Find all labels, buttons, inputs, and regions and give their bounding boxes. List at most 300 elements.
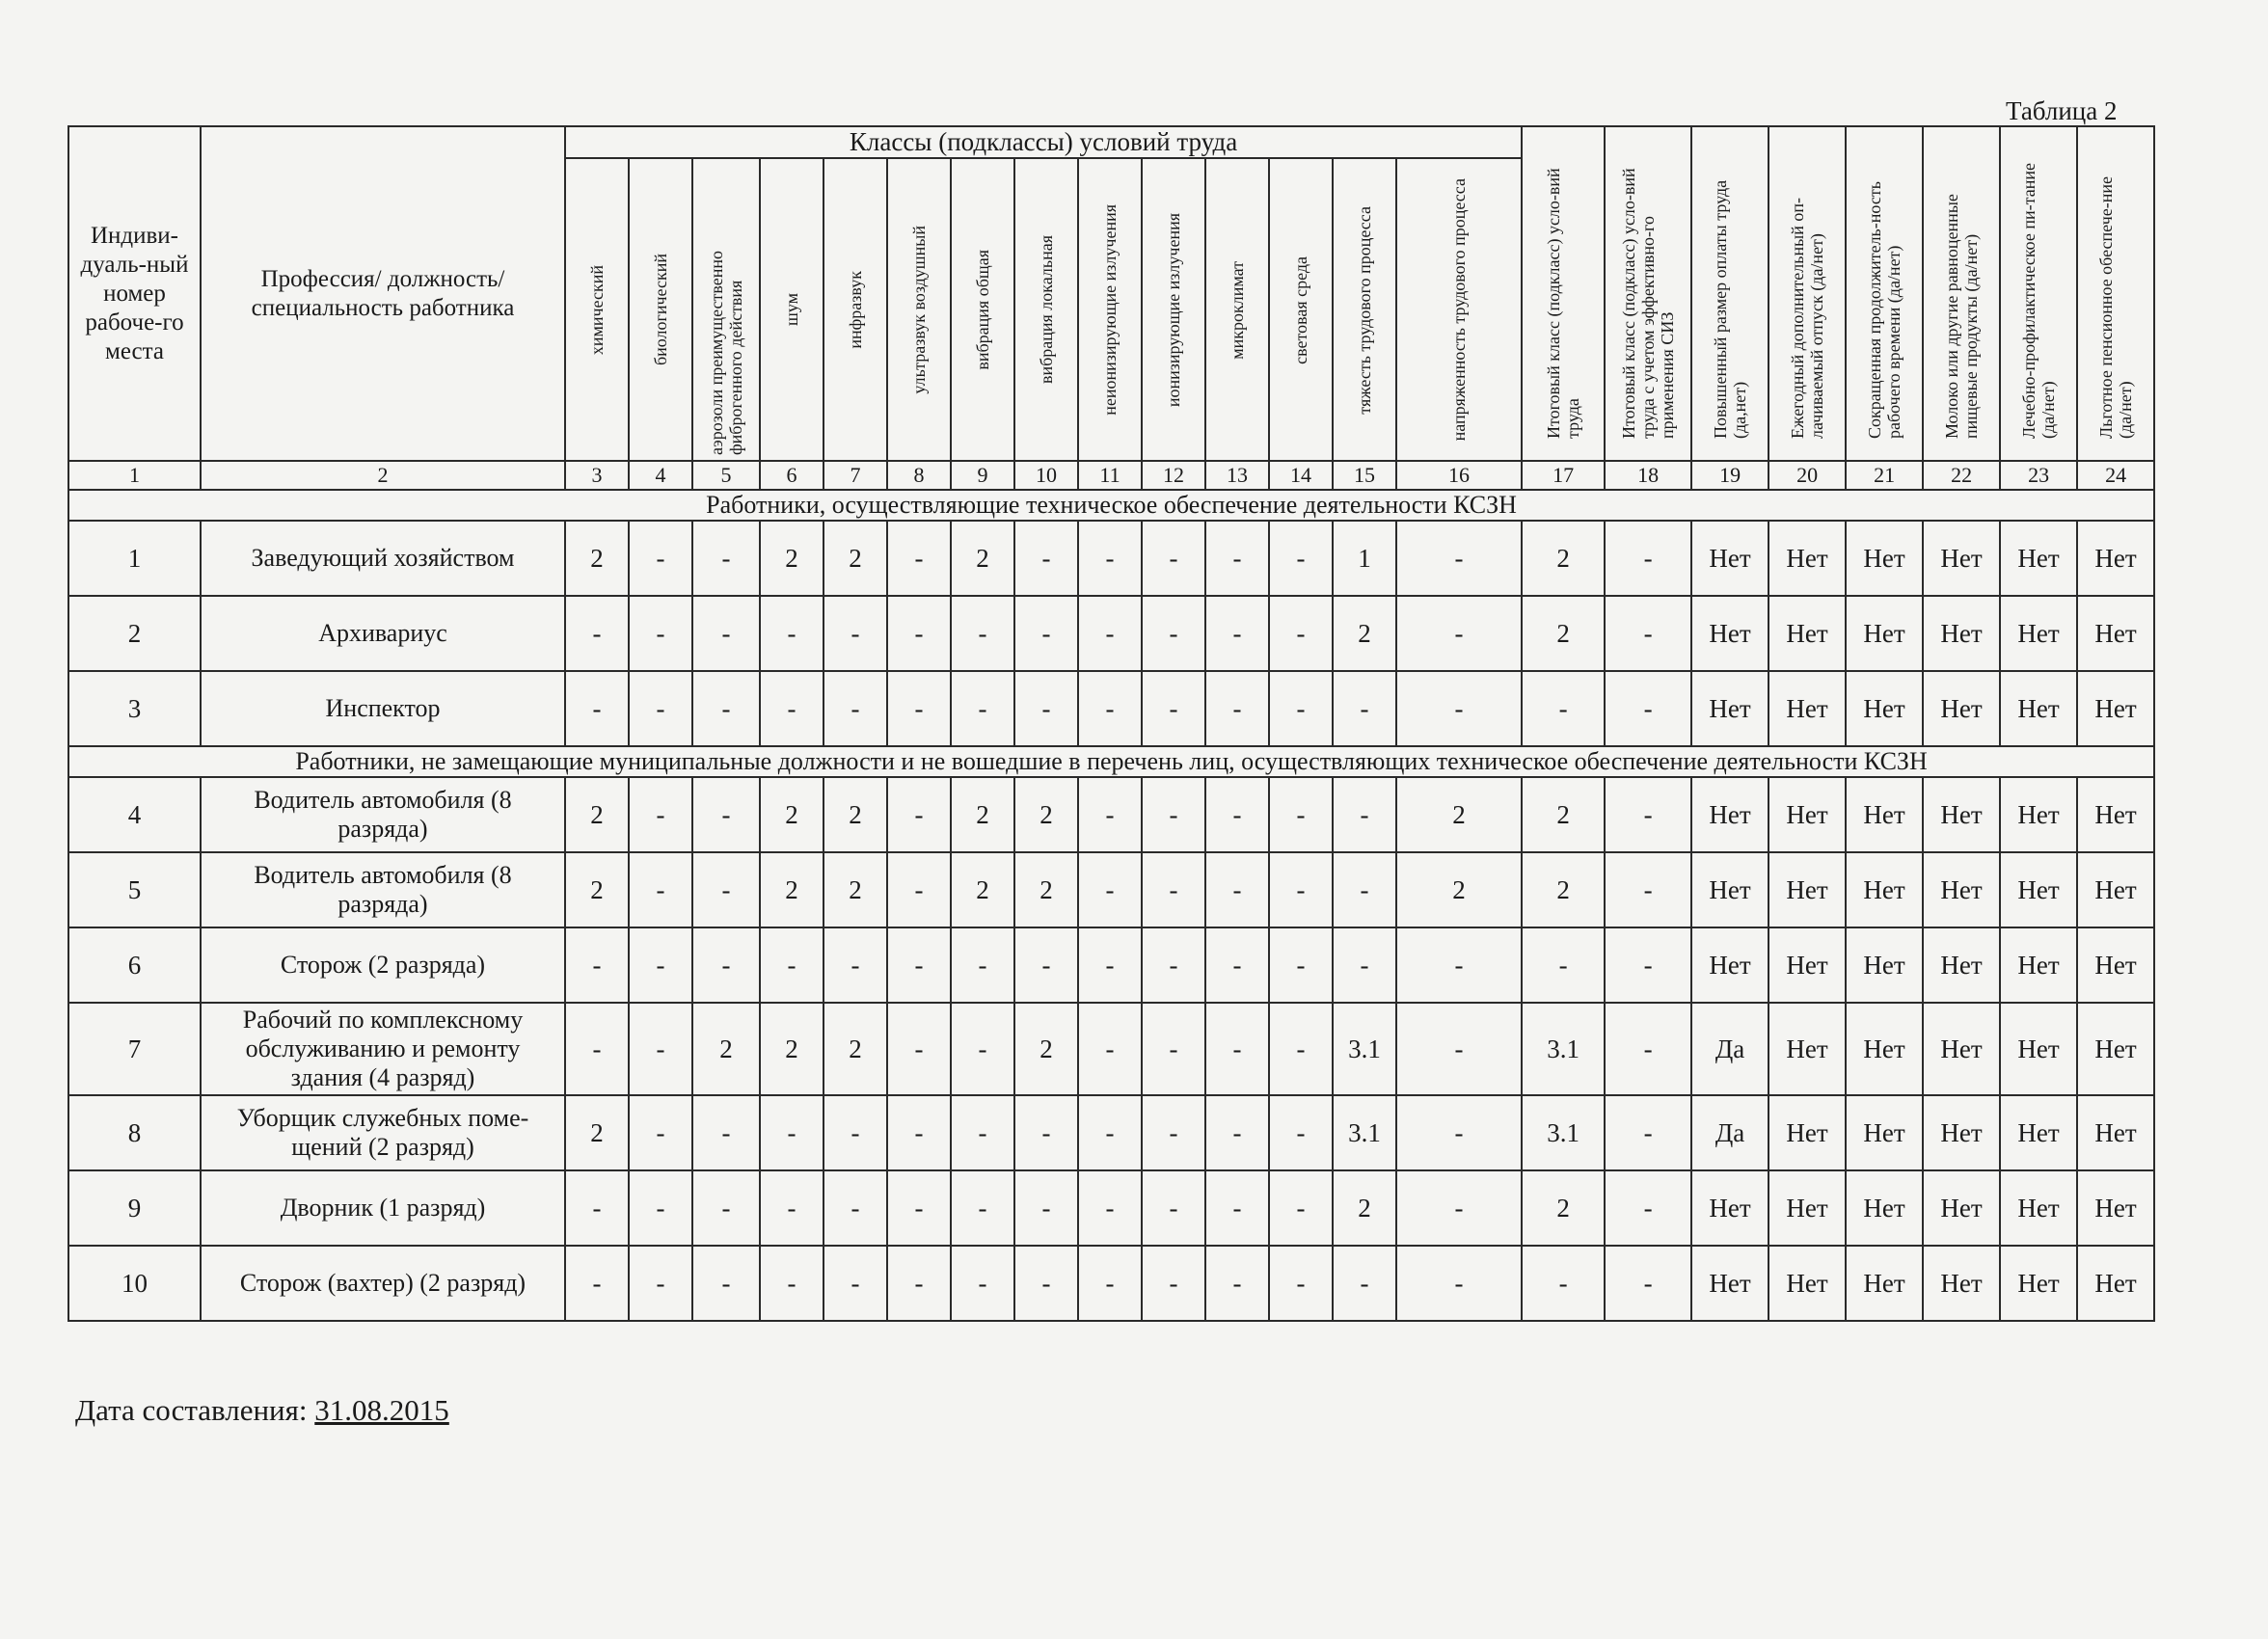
table-row [68,927,2154,1003]
column-number: 3 [565,461,629,490]
workplace-number: 4 [68,777,201,852]
table-row [68,1095,2154,1170]
value-cell: - [1269,521,1333,596]
table-row [68,521,2154,596]
value-cell: - [1205,777,1269,852]
column-number: 23 [2000,461,2077,490]
value-cell: Нет [1768,596,1846,671]
workplace-number: 5 [68,852,201,927]
value-cell: Да [1691,1095,1768,1170]
table-row [68,671,2154,746]
value-cell: - [1205,596,1269,671]
value-cell: - [565,927,629,1003]
table-row [68,852,2154,927]
value-cell: - [1014,521,1078,596]
value-cell: Нет [1691,521,1768,596]
value-cell: - [1078,927,1142,1003]
value-cell: Нет [2077,927,2154,1003]
table-row [68,1003,2154,1095]
header-factor: вибрация локальная [1014,158,1078,461]
value-cell: Нет [1846,1170,1923,1246]
value-cell: 3.1 [1333,1095,1396,1170]
value-cell: - [1269,1170,1333,1246]
value-cell: - [1522,671,1605,746]
value-cell: - [824,596,887,671]
value-cell: - [1396,596,1522,671]
value-cell: - [760,1095,824,1170]
value-cell: 3.1 [1333,1003,1396,1095]
footer [75,1393,449,1428]
value-cell: Нет [2077,852,2154,927]
header-factor: химический [565,158,629,461]
value-cell: - [1205,521,1269,596]
value-cell: Нет [1691,777,1768,852]
value-cell: Нет [1691,596,1768,671]
value-cell: - [1396,1246,1522,1321]
profession-cell: Уборщик служебных поме-щений (2 разряд) [201,1095,565,1170]
value-cell: 2 [1014,1003,1078,1095]
value-cell: - [951,596,1014,671]
value-cell: - [760,1246,824,1321]
value-cell: 2 [1522,852,1605,927]
value-cell: 2 [951,852,1014,927]
value-cell: - [692,927,760,1003]
value-cell: Нет [2077,1246,2154,1321]
table-row [68,596,2154,671]
value-cell: 2 [1333,1170,1396,1246]
header-final-class-siz: Итоговый класс (подкласс) усло-вий труда с учетом эффективно-го применения СИЗ [1605,126,1691,461]
value-cell: - [1605,521,1691,596]
value-cell: - [1269,1246,1333,1321]
value-cell: Нет [2000,596,2077,671]
value-cell: - [887,596,951,671]
section-title: Работники, осуществляющие техническое обеспечение деятельности КСЗН [68,490,2154,521]
value-cell: 2 [760,521,824,596]
value-cell: - [887,521,951,596]
value-cell: - [629,777,692,852]
profession-cell: Сторож (вахтер) (2 разряд) [201,1246,565,1321]
value-cell: Нет [1691,671,1768,746]
value-cell: - [824,1095,887,1170]
value-cell: - [1605,852,1691,927]
column-number: 7 [824,461,887,490]
workplace-number: 8 [68,1095,201,1170]
workplace-number: 2 [68,596,201,671]
working-conditions-table [68,125,2155,1322]
value-cell: - [565,1246,629,1321]
value-cell: - [887,1170,951,1246]
column-number: 1 [68,461,201,490]
value-cell: 2 [951,521,1014,596]
value-cell: 2 [824,521,887,596]
value-cell: - [629,927,692,1003]
value-cell: - [887,927,951,1003]
value-cell: - [1333,1246,1396,1321]
value-cell: - [951,1095,1014,1170]
value-cell: 2 [1522,777,1605,852]
header-factor: неионизирующие излучения [1078,158,1142,461]
value-cell: - [1014,1170,1078,1246]
footer-label: Дата составления: [75,1393,308,1427]
value-cell: - [1333,852,1396,927]
header-factor: аэрозоли преимущественно фиброгенного действия [692,158,760,461]
value-cell: - [565,596,629,671]
value-cell: - [951,1246,1014,1321]
value-cell: Нет [1846,671,1923,746]
table-label: Таблица 2 [2006,96,2118,125]
value-cell: - [692,777,760,852]
value-cell: - [692,1246,760,1321]
value-cell: - [1078,852,1142,927]
column-number: 16 [1396,461,1522,490]
value-cell: 3.1 [1522,1095,1605,1170]
value-cell: - [692,671,760,746]
value-cell: - [1396,1095,1522,1170]
value-cell: Нет [1846,1095,1923,1170]
value-cell: Нет [1923,1246,2000,1321]
value-cell: 2 [1522,1170,1605,1246]
value-cell: Нет [1846,1246,1923,1321]
value-cell: - [1142,596,1205,671]
value-cell: - [1269,671,1333,746]
value-cell: Нет [2077,671,2154,746]
value-cell: Нет [1923,1095,2000,1170]
header-factor: световая среда [1269,158,1333,461]
value-cell: 2 [1014,777,1078,852]
value-cell: 2 [824,1003,887,1095]
column-number: 6 [760,461,824,490]
footer-date: 31.08.2015 [314,1393,449,1427]
value-cell: - [951,671,1014,746]
header-extra-pension: Льготное пенсионное обеспече-ние (да/нет) [2077,126,2154,461]
value-cell: - [629,1095,692,1170]
value-cell: - [887,1246,951,1321]
value-cell: - [760,671,824,746]
section-title: Работники, не замещающие муниципальные должности и не вошедшие в перечень лиц, осуществляющих техническое обеспечение деятельности КСЗН [68,746,2154,777]
value-cell: Нет [1846,1003,1923,1095]
value-cell: Нет [2077,521,2154,596]
value-cell: - [1078,1170,1142,1246]
table-row [68,1246,2154,1321]
value-cell: - [629,1003,692,1095]
header-extra-milk: Молоко или другие равноценные пищевые продукты (да/нет) [1923,126,2000,461]
value-cell: - [951,1003,1014,1095]
header-extra-short-time: Сокращенная продолжитель-ность рабочего времени (да/нет) [1846,126,1923,461]
value-cell: Да [1691,1003,1768,1095]
column-number: 18 [1605,461,1691,490]
value-cell: 3.1 [1522,1003,1605,1095]
value-cell: - [1269,1003,1333,1095]
value-cell: - [1142,1095,1205,1170]
column-number: 9 [951,461,1014,490]
column-number: 12 [1142,461,1205,490]
header-factor: тяжесть трудового процесса [1333,158,1396,461]
column-number: 8 [887,461,951,490]
value-cell: Нет [1768,1170,1846,1246]
value-cell: Нет [1768,852,1846,927]
column-number: 14 [1269,461,1333,490]
value-cell: 2 [760,852,824,927]
value-cell: Нет [2000,1003,2077,1095]
value-cell: - [692,596,760,671]
value-cell: Нет [2000,927,2077,1003]
value-cell: Нет [2000,671,2077,746]
column-number: 19 [1691,461,1768,490]
value-cell: Нет [2077,1170,2154,1246]
section-row [68,746,2154,777]
value-cell: - [1205,1170,1269,1246]
value-cell: - [951,927,1014,1003]
value-cell: Нет [1768,1246,1846,1321]
profession-cell: Водитель автомобиля (8 разряда) [201,777,565,852]
header-factor: инфразвук [824,158,887,461]
column-number: 13 [1205,461,1269,490]
workplace-number: 7 [68,1003,201,1095]
profession-cell: Сторож (2 разряда) [201,927,565,1003]
value-cell: - [1522,927,1605,1003]
value-cell: - [887,852,951,927]
value-cell: Нет [1846,521,1923,596]
value-cell: Нет [2000,1170,2077,1246]
value-cell: - [1605,1170,1691,1246]
value-cell: Нет [1846,777,1923,852]
column-number: 22 [1923,461,2000,490]
profession-cell: Архивариус [201,596,565,671]
value-cell: Нет [1768,1003,1846,1095]
value-cell: - [887,671,951,746]
value-cell: - [1605,1246,1691,1321]
value-cell: Нет [2077,596,2154,671]
value-cell: - [1269,1095,1333,1170]
value-cell: Нет [2000,521,2077,596]
value-cell: Нет [1768,521,1846,596]
value-cell: Нет [1923,1170,2000,1246]
value-cell: 2 [565,777,629,852]
value-cell: - [692,521,760,596]
value-cell: Нет [2000,852,2077,927]
value-cell: 2 [1522,596,1605,671]
header-factor: микроклимат [1205,158,1269,461]
value-cell: - [692,1095,760,1170]
value-cell: Нет [1768,777,1846,852]
value-cell: - [951,1170,1014,1246]
value-cell: Нет [2000,1246,2077,1321]
value-cell: - [760,596,824,671]
value-cell: Нет [1923,777,2000,852]
value-cell: - [1014,927,1078,1003]
value-cell: Нет [1691,852,1768,927]
value-cell: - [1396,1170,1522,1246]
value-cell: Нет [2077,1003,2154,1095]
value-cell: Нет [1846,927,1923,1003]
value-cell: - [1142,852,1205,927]
value-cell: - [1522,1246,1605,1321]
value-cell: Нет [2077,777,2154,852]
value-cell: 2 [565,852,629,927]
value-cell: - [760,1170,824,1246]
value-cell: Нет [1923,671,2000,746]
column-number: 4 [629,461,692,490]
value-cell: 2 [1014,852,1078,927]
value-cell: 2 [824,852,887,927]
value-cell: - [1269,596,1333,671]
value-cell: - [887,1095,951,1170]
value-cell: 2 [565,521,629,596]
header-extra-pay: Повышенный размер оплаты труда (да,нет) [1691,126,1768,461]
value-cell: - [1333,927,1396,1003]
header-extra-nutrition: Лечебно-профилактическое пи-тание (да/нет) [2000,126,2077,461]
value-cell: - [565,1003,629,1095]
value-cell: - [1142,1003,1205,1095]
header-final-class: Итоговый класс (подкласс) усло-вий труда [1522,126,1605,461]
header-profession: Профессия/ должность/ специальность работника [201,126,565,461]
header-extra-leave: Ежегодный дополнительный оп-лачиваемый отпуск (да/нет) [1768,126,1846,461]
value-cell: - [1269,777,1333,852]
value-cell: 2 [565,1095,629,1170]
value-cell: Нет [1923,927,2000,1003]
value-cell: - [1396,521,1522,596]
workplace-number: 9 [68,1170,201,1246]
column-number: 5 [692,461,760,490]
value-cell: - [1078,1095,1142,1170]
value-cell: Нет [2077,1095,2154,1170]
value-cell: - [1142,671,1205,746]
value-cell: - [629,671,692,746]
value-cell: 2 [1396,777,1522,852]
workplace-number: 6 [68,927,201,1003]
value-cell: 2 [1522,521,1605,596]
header-classes-group: Классы (подклассы) условий труда [565,126,1522,158]
column-number: 21 [1846,461,1923,490]
section-row [68,490,2154,521]
value-cell: - [629,596,692,671]
value-cell: 2 [760,777,824,852]
value-cell: - [1333,671,1396,746]
header-workplace-no: Индиви-дуаль-ный номер рабоче-го места [68,126,201,461]
value-cell: - [629,521,692,596]
column-number: 11 [1078,461,1142,490]
value-cell: - [760,927,824,1003]
column-number: 20 [1768,461,1846,490]
value-cell: 2 [951,777,1014,852]
value-cell: 2 [1396,852,1522,927]
value-cell: - [1205,852,1269,927]
value-cell: - [1078,596,1142,671]
value-cell: 1 [1333,521,1396,596]
value-cell: Нет [2000,1095,2077,1170]
profession-cell: Дворник (1 разряд) [201,1170,565,1246]
value-cell: Нет [1846,852,1923,927]
workplace-number: 1 [68,521,201,596]
value-cell: Нет [1923,596,2000,671]
value-cell: - [1014,1095,1078,1170]
value-cell: - [1014,596,1078,671]
value-cell: - [1078,1246,1142,1321]
value-cell: - [1078,777,1142,852]
profession-cell: Рабочий по комплексному обслуживанию и ремонту здания (4 разряд) [201,1003,565,1095]
header-factor: шум [760,158,824,461]
column-number: 2 [201,461,565,490]
workplace-number: 3 [68,671,201,746]
value-cell: - [824,671,887,746]
value-cell: - [1396,671,1522,746]
header-factor: биологический [629,158,692,461]
value-cell: - [1205,1003,1269,1095]
value-cell: - [1205,927,1269,1003]
value-cell: Нет [1923,1003,2000,1095]
table-row [68,1170,2154,1246]
value-cell: - [1014,671,1078,746]
value-cell: - [1605,1003,1691,1095]
value-cell: - [1142,1246,1205,1321]
header-factor: вибрация общая [951,158,1014,461]
value-cell: - [1269,927,1333,1003]
value-cell: Нет [1923,852,2000,927]
value-cell: - [629,852,692,927]
value-cell: 2 [692,1003,760,1095]
header-factor: ультразвук воздушный [887,158,951,461]
value-cell: Нет [1768,671,1846,746]
profession-cell: Заведующий хозяйством [201,521,565,596]
value-cell: Нет [1691,1246,1768,1321]
column-number: 10 [1014,461,1078,490]
value-cell: - [1142,1170,1205,1246]
value-cell: - [824,1170,887,1246]
column-number: 24 [2077,461,2154,490]
value-cell: - [1078,671,1142,746]
value-cell: - [1205,1095,1269,1170]
value-cell: - [824,927,887,1003]
value-cell: - [1078,1003,1142,1095]
value-cell: - [692,852,760,927]
workplace-number: 10 [68,1246,201,1321]
value-cell: - [1205,1246,1269,1321]
value-cell: - [1396,927,1522,1003]
value-cell: - [1142,777,1205,852]
profession-cell: Инспектор [201,671,565,746]
value-cell: - [629,1170,692,1246]
value-cell: - [565,671,629,746]
value-cell: 2 [760,1003,824,1095]
value-cell: 2 [824,777,887,852]
value-cell: Нет [1768,1095,1846,1170]
header-factor: напряженность трудового процесса [1396,158,1522,461]
value-cell: - [1605,1095,1691,1170]
value-cell: Нет [1768,927,1846,1003]
value-cell: - [692,1170,760,1246]
value-cell: - [1142,927,1205,1003]
table-row [68,777,2154,852]
value-cell: - [1142,521,1205,596]
value-cell: Нет [1923,521,2000,596]
value-cell: - [1269,852,1333,927]
value-cell: - [1205,671,1269,746]
column-number: 17 [1522,461,1605,490]
profession-cell: Водитель автомобиля (8 разряда) [201,852,565,927]
value-cell: Нет [1691,927,1768,1003]
value-cell: - [887,777,951,852]
value-cell: - [1333,777,1396,852]
value-cell: Нет [2000,777,2077,852]
value-cell: 2 [1333,596,1396,671]
value-cell: - [887,1003,951,1095]
header-factor: ионизирующие излучения [1142,158,1205,461]
value-cell: - [1605,777,1691,852]
value-cell: Нет [1846,596,1923,671]
value-cell: - [1605,596,1691,671]
value-cell: - [1014,1246,1078,1321]
column-number: 15 [1333,461,1396,490]
